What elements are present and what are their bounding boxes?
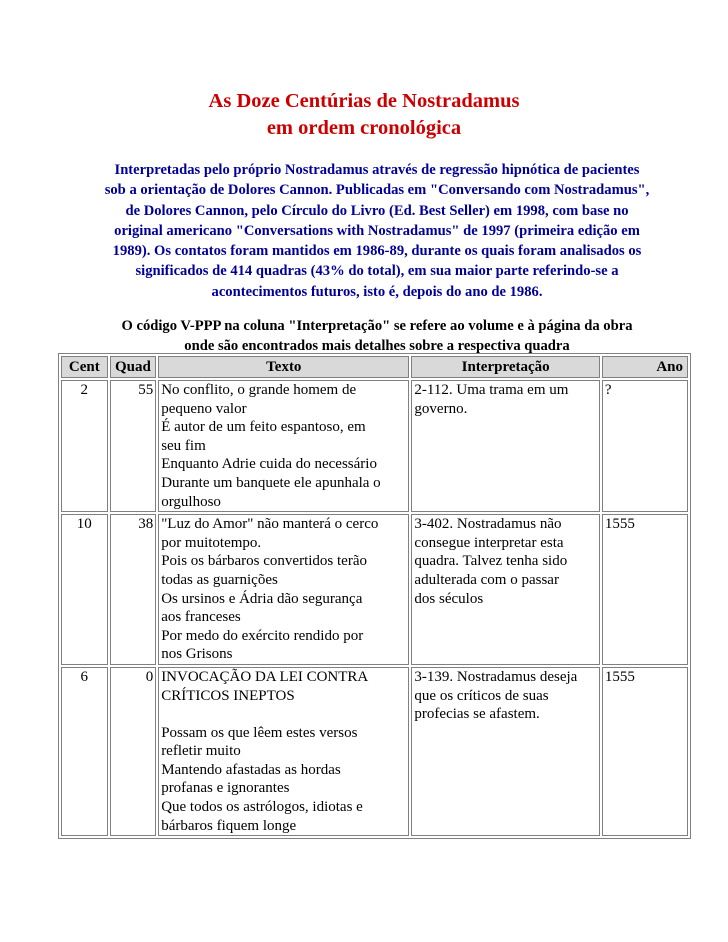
cell-ano: 1555 [602,667,688,836]
interpretation-line: consegue interpretar esta [414,534,564,551]
intro-line: 1989). Os contatos foram mantidos em 1986-89, durante os quais foram analisados os [112,243,642,260]
intro-line: original americano "Conversations with Nostradamus" de 1997 (primeira edição em [114,222,640,239]
cell-texto [158,667,409,836]
verse-line: Por medo do exército rendido por [161,627,364,644]
intro-line: sob a orientação de Dolores Cannon. Publicadas em "Conversando com Nostradamus", [104,182,650,199]
cell-cent: 2 [61,380,108,512]
verse-line: É autor de um feito espantoso, em [161,419,366,436]
header-quad: Quad [110,356,157,378]
header-cent: Cent [61,356,108,378]
verse-line: Os ursinos e Ádria dão segurança [161,590,363,607]
verse-line: No conflito, o grande homem de [161,382,357,398]
verse-line: refletir muito [161,743,241,760]
code-note [62,316,692,356]
cell-texto [158,380,409,512]
cell-quad: 38 [110,514,157,665]
verse-line: INVOCAÇÃO DA LEI CONTRA [161,668,369,685]
verse-line: bárbaros fiquem longe [161,817,297,834]
verse-line: Enquanto Adrie cuida do necessário [161,456,377,473]
cell-cent: 10 [61,514,108,665]
cell-interpretacao [411,380,599,512]
verse-line: Durante um banquete ele apunhala o [161,474,381,491]
title-line-2: em ordem cronológica [266,117,462,139]
verse-line: "Luz do Amor" não manterá o cerco [161,516,379,533]
cell-quad: 0 [110,667,157,836]
table-row [61,667,688,836]
header-ano: Ano [602,356,688,378]
intro-line: acontecimentos futuros, isto é, depois do ano de 1986. [211,283,543,300]
verse-line: pequeno valor [161,400,247,417]
interpretation-line: que os críticos de suas [414,687,549,704]
interpretation-line: dos séculos [414,590,484,607]
cell-interpretacao [411,667,599,836]
page-title [0,88,728,142]
interpretation-line: profecias se afastem. [414,706,540,723]
code-note-line-1: O código V-PPP na coluna "Interpretação" se refere ao volume e à página da obra [121,318,633,334]
cell-cent: 6 [61,667,108,836]
code-note-line-2: onde são encontrados mais detalhes sobre a respectiva quadra [184,338,570,354]
cell-ano: 1555 [602,514,688,665]
table-row [61,514,688,665]
verse-line: Mantendo afastadas as hordas [161,761,341,778]
interpretation-line: 2-112. Uma trama em um [414,382,569,398]
verse-line: seu fim [161,437,206,454]
verse-line: Possam os que lêem estes versos [161,724,358,741]
quatrains-table [58,353,691,839]
cell-quad: 55 [110,380,157,512]
verse-line: por muitotempo. [161,534,262,551]
verse-line: Que todos os astrólogos, idiotas e [161,799,363,816]
verse-line: orgulhoso [161,493,221,510]
table-row [61,380,688,512]
intro-line: Interpretadas pelo próprio Nostradamus através de regressão hipnótica de pacientes [114,162,640,178]
interpretation-line: 3-139. Nostradamus deseja [414,668,578,685]
interpretation-line: quadra. Talvez tenha sido [414,553,568,570]
verse-line: CRÍTICOS INEPTOS [161,687,295,704]
intro-paragraph [62,160,692,302]
verse-spacer [161,705,406,724]
interpretation-line: 3-402. Nostradamus não [414,516,562,533]
cell-texto [158,514,409,665]
interpretation-line: governo. [414,400,468,417]
intro-line: significados de 414 quadras (43% do total), em sua maior parte referindo-se a [135,263,619,280]
verse-line: aos franceses [161,609,241,626]
header-texto: Texto [158,356,409,378]
title-line-1: As Doze Centúrias de Nostradamus [208,90,520,112]
header-interpretacao: Interpretação [411,356,599,378]
intro-line: de Dolores Cannon, pelo Círculo do Livro (Ed. Best Seller) em 1998, com base no [125,202,629,219]
verse-line: nos Grisons [161,646,233,663]
verse-line: profanas e ignorantes [161,780,290,797]
cell-ano: ? [602,380,688,512]
interpretation-line: adulterada com o passar [414,571,559,588]
cell-interpretacao [411,514,599,665]
verse-line: todas as guarnições [161,571,278,588]
table-header-row [61,356,688,378]
verse-line: Pois os bárbaros convertidos terão [161,553,367,570]
